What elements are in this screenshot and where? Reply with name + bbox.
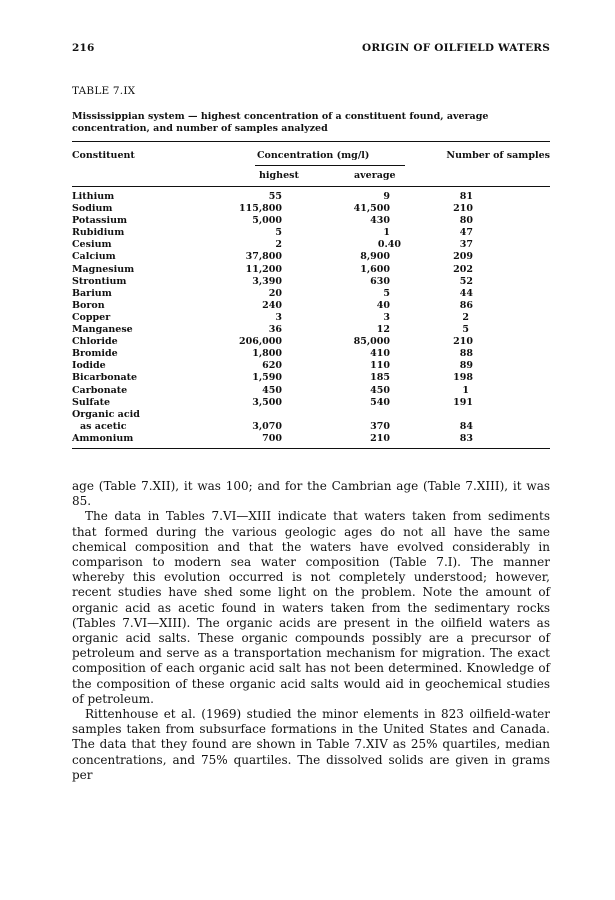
cell-highest: 36 [268,324,282,336]
cell-samples: 202 [453,263,473,275]
cell-highest: 3,500 [252,396,282,408]
table-caption: Mississippian system — highest concentration of a constituent found, average concentration, and number of samples analyzed [72,111,489,134]
cell-highest: 206,000 [239,336,282,348]
cell-average: 0.40 [377,239,401,251]
cell-highest: 620 [262,360,282,372]
cell-constituent: Sulfate [72,396,111,408]
cell-average: 370 [370,420,390,432]
cell-highest: 2 [275,239,282,251]
table-row [72,348,550,360]
cell-constituent: Rubidium [72,227,125,239]
cell-highest: 1,800 [252,348,282,360]
cell-average: 430 [370,215,390,227]
table-row [72,385,550,397]
cell-average: 1,600 [360,263,390,275]
cell-average: 210 [370,432,390,444]
cell-average: 630 [370,275,390,287]
cell-samples: 80 [459,215,473,227]
table-row [72,203,550,215]
table-row [72,372,550,384]
cell-highest: 5,000 [252,215,282,227]
cell-constituent: Strontium [72,275,127,287]
table-header [72,142,550,186]
cell-average: 5 [383,287,390,299]
table-row [72,336,550,348]
table-row [72,421,550,433]
cell-average: 410 [370,348,390,360]
cell-constituent: Bicarbonate [72,372,138,384]
cell-average: 450 [370,384,390,396]
cell-constituent: Barium [72,287,112,299]
cell-samples: 44 [459,287,473,299]
body-text [72,479,550,783]
cell-samples: 47 [459,227,473,239]
cell-highest: 20 [268,287,282,299]
table-row [72,215,550,227]
header-highest: highest [259,170,299,181]
cell-constituent: Carbonate [72,384,128,396]
table-row [72,288,550,300]
header-average: average [354,170,396,181]
paragraph: Rittenhouse et al. (1969) studied the minor elements in 823 oilfield-water samples taken from subsurface formations in the United States and Canada. The data that they found are shown in Table 7.XIV as 25% quartiles, median concentrations, and 75% quartiles. The dissolved solids are given in grams per [72,707,550,782]
cell-average: 85,000 [353,336,390,348]
running-head [72,42,550,60]
cell-samples: 210 [453,336,473,348]
cell-highest: 700 [262,432,282,444]
cell-samples: 88 [459,348,473,360]
cell-constituent: as acetic [80,420,127,432]
table-row [72,300,550,312]
cell-samples: 2 [462,311,469,323]
cell-samples: 52 [459,275,473,287]
cell-samples: 191 [453,396,473,408]
cell-samples: 37 [459,239,473,251]
table-row [72,324,550,336]
cell-average: 185 [370,372,390,384]
table-row [72,191,550,203]
table-row [72,239,550,251]
cell-constituent: Chloride [72,336,118,348]
cell-constituent: Organic acid [72,408,140,420]
cell-highest: 115,800 [239,203,282,215]
cell-highest: 3 [275,311,282,323]
cell-average: 9 [383,191,390,202]
cell-highest: 1,590 [252,372,282,384]
cell-highest: 11,200 [245,263,282,275]
cell-constituent: Magnesium [72,263,135,275]
cell-average: 40 [376,299,390,311]
cell-average: 1 [383,227,390,239]
cell-average: 110 [370,360,390,372]
cell-highest: 37,800 [245,251,282,263]
header-concentration: Concentration (mg/l) [257,150,370,161]
cell-constituent: Iodide [72,360,106,372]
cell-constituent: Manganese [72,324,133,336]
cell-samples: 1 [462,384,469,396]
cell-highest: 5 [275,227,282,239]
cell-average: 12 [376,324,390,336]
cell-highest: 240 [262,299,282,311]
cell-highest: 55 [268,191,282,202]
cell-constituent: Cesium [72,239,112,251]
cell-constituent: Lithium [72,191,115,202]
book-page [72,42,550,783]
cell-constituent: Ammonium [72,432,134,444]
paragraph: age (Table 7.XII), it was 100; and for the Cambrian age (Table 7.XIII), it was 85. [72,478,550,509]
cell-samples: 83 [459,432,473,444]
cell-average: 3 [383,311,390,323]
cell-highest: 3,070 [252,420,282,432]
chapter-title: ORIGIN OF OILFIELD WATERS [362,42,550,54]
header-constituent: Constituent [72,150,135,161]
cell-samples: 209 [453,251,473,263]
cell-constituent: Calcium [72,251,116,263]
cell-samples: 210 [453,203,473,215]
cell-constituent: Potassium [72,215,128,227]
cell-constituent: Boron [72,299,105,311]
table-row [72,409,550,421]
table-row [72,276,550,288]
cell-samples: 198 [453,372,473,384]
cell-constituent: Sodium [72,203,113,215]
cell-average: 41,500 [353,203,390,215]
cell-samples: 84 [459,420,473,432]
page-number: 216 [72,42,95,54]
cell-samples: 5 [462,324,469,336]
paragraph: The data in Tables 7.VI—XIII indicate that waters taken from sediments that formed during the various geologic ages do not all have the same chemical composition and that the waters have evolved considerably in comparison to modern sea water composition (Table 7.I). The manner whereby this evolution occurred is not completely understood; however, recent studies have shed some light on the problem. Note the amount of organic acid as acetic found in waters taken from the sedimentary rocks (Tables 7.VI—XIII). The organic acids are present in the oilfield waters as organic acid salts. These organic compounds possibly are a precursor of petroleum and serve as a transportation mechanism for migration. The exact composition of each organic acid salt has not been determined. Knowledge of the composition of these organic acid salts would aid in geochemical studies of petroleum. [72,509,550,706]
cell-constituent: Copper [72,311,111,323]
header-number-of-samples: Number of samples [446,150,550,161]
table-body [72,187,550,447]
cell-samples: 89 [459,360,473,372]
cell-highest: 450 [262,384,282,396]
cell-highest: 3,390 [252,275,282,287]
cell-average: 8,900 [360,251,390,263]
table-row [72,227,550,239]
table-row [72,312,550,324]
table-row [72,360,550,372]
table-row [72,397,550,409]
table-bottom-rule [72,448,550,449]
cell-samples: 86 [459,299,473,311]
table-row [72,264,550,276]
table-label: TABLE 7.IX [72,85,136,97]
cell-samples: 81 [459,191,473,202]
cell-average: 540 [370,396,390,408]
table-row [72,251,550,263]
header-span-rule [255,165,405,166]
table-row [72,433,550,445]
cell-constituent: Bromide [72,348,118,360]
